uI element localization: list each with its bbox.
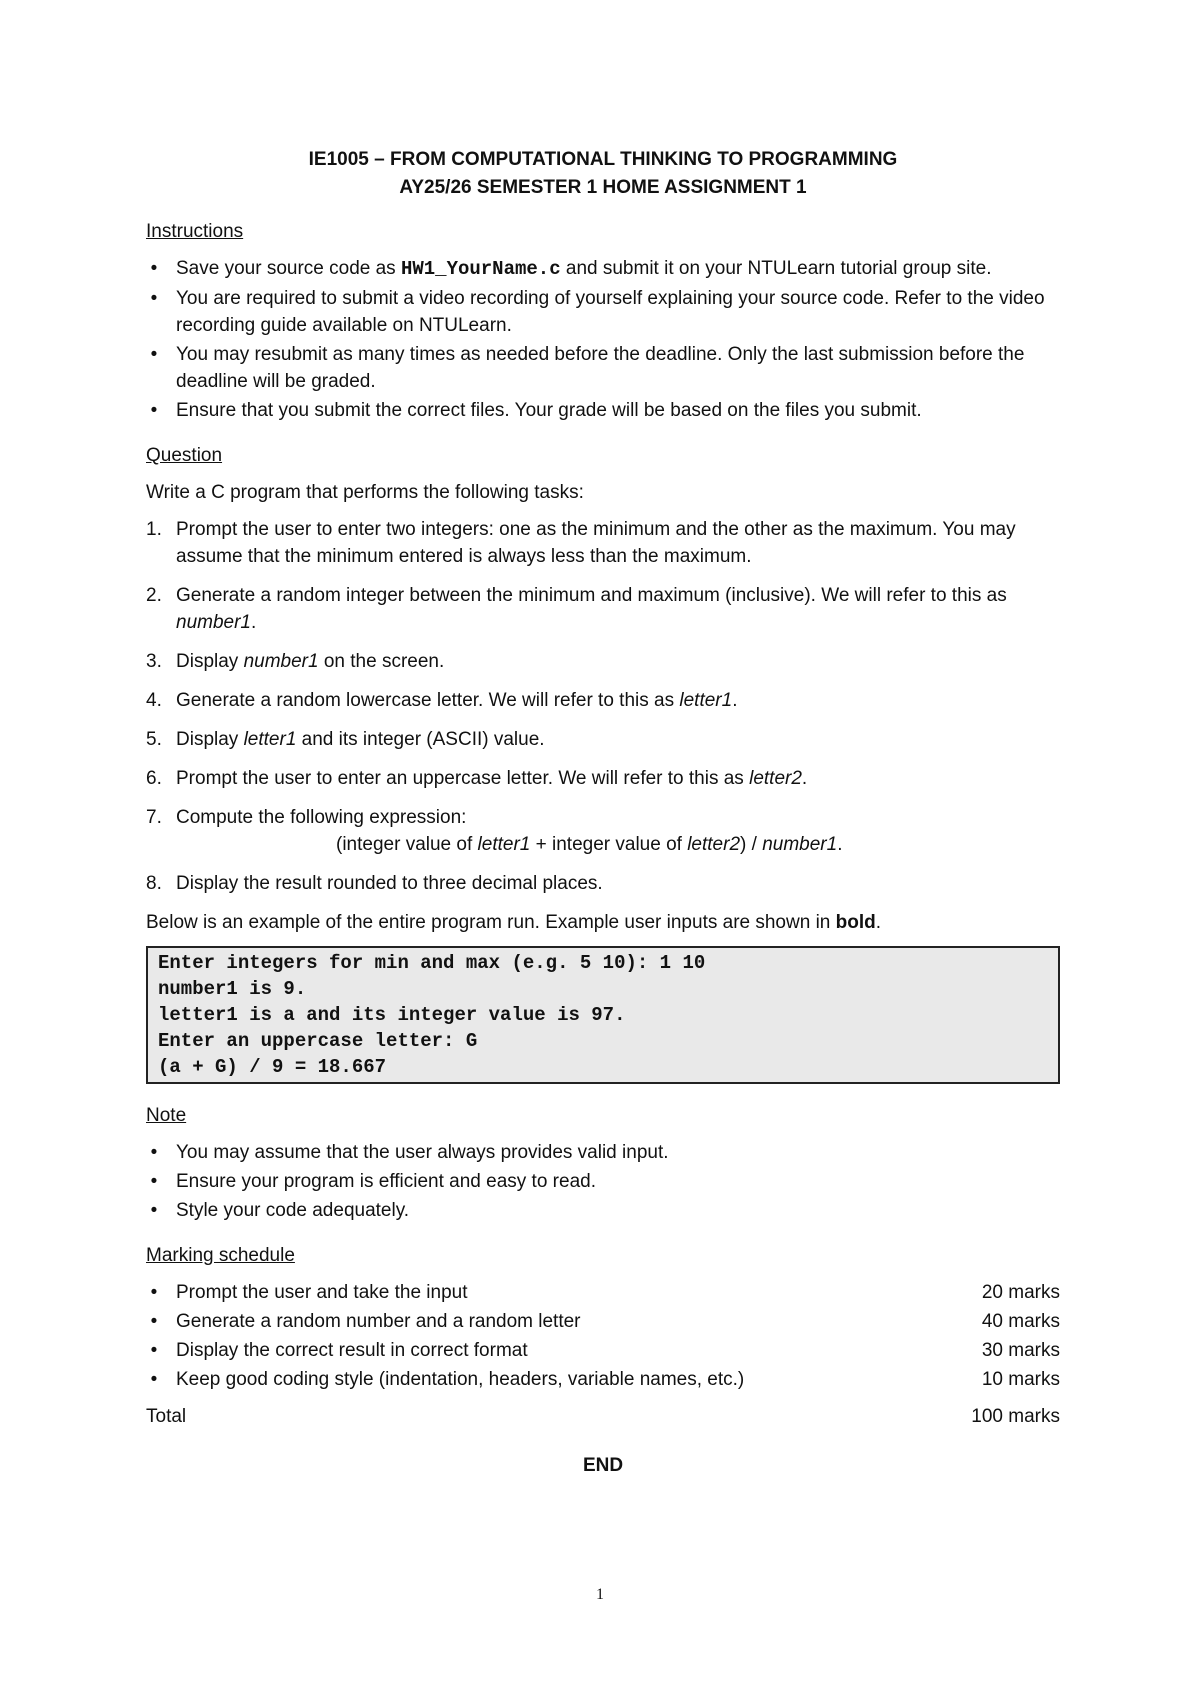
list-item: • Ensure that you submit the correct files. Your grade will be based on the files you submit.	[146, 397, 1060, 424]
list-item: • Keep good coding style (indentation, headers, variable names, etc.) 10 marks	[146, 1366, 1060, 1393]
bullet-icon: •	[150, 1311, 158, 1332]
list-item: • You may assume that the user always provides valid input.	[146, 1139, 1060, 1166]
list-item: 4. Generate a random lowercase letter. We will refer to this as letter1.	[146, 690, 738, 711]
list-item: • You are required to submit a video recording of yourself explaining your source code. Refer to the video recording guide available on NTULearn.	[146, 285, 1060, 339]
document-title: IE1005 – FROM COMPUTATIONAL THINKING TO PROGRAMMING	[308, 149, 898, 170]
list-item: • Display the correct result in correct format 30 marks	[146, 1337, 1060, 1364]
marking-total: Total 100 marks	[146, 1406, 1060, 1427]
list-item: • Generate a random number and a random letter 40 marks	[146, 1308, 1060, 1335]
list-item: 5. Display letter1 and its integer (ASCII) value.	[146, 729, 545, 750]
document-page	[146, 146, 1060, 1479]
filename-code: HW1_YourName.c	[400, 258, 561, 280]
page-number: 1	[596, 1586, 604, 1603]
bullet-icon: •	[150, 344, 158, 365]
bullet-icon: •	[150, 1282, 158, 1303]
code-line: Enter integers for min and max (e.g. 5 10): 1 10	[158, 952, 706, 974]
bullet-icon: •	[150, 400, 158, 421]
bullet-icon: •	[150, 288, 158, 309]
marking-list	[146, 1279, 1060, 1393]
bullet-icon: •	[150, 1340, 158, 1361]
task-steps	[146, 516, 1060, 897]
code-line: Enter an uppercase letter: G	[158, 1030, 478, 1052]
instructions-list	[146, 255, 1060, 424]
bullet-icon: •	[150, 1200, 158, 1221]
bullet-icon: •	[150, 1369, 158, 1390]
bullet-icon: •	[150, 258, 158, 279]
document-subtitle: AY25/26 SEMESTER 1 HOME ASSIGNMENT 1	[399, 177, 807, 198]
example-intro: Below is an example of the entire program run. Example user inputs are shown in bold.	[146, 912, 882, 933]
code-line: number1 is 9.	[158, 978, 307, 1000]
bullet-icon: •	[150, 1142, 158, 1163]
list-item: • Save your source code as HW1_YourName.c and submit it on your NTULearn tutorial group site.	[146, 255, 1060, 283]
end-label: END	[582, 1455, 624, 1476]
instructions-heading: Instructions	[146, 221, 244, 242]
note-list	[146, 1139, 1060, 1224]
list-item: 2. Generate a random integer between the minimum and maximum (inclusive). We will refer to this as number1.	[146, 585, 1007, 633]
list-item: 1. Prompt the user to enter two integers: one as the minimum and the other as the maximum. You may assume that the minimum entered is always less than the maximum.	[146, 519, 1016, 567]
bullet-icon: •	[150, 1171, 158, 1192]
code-line: letter1 is a and its integer value is 97.	[158, 1004, 626, 1026]
list-item: • Ensure your program is efficient and easy to read.	[146, 1168, 1060, 1195]
question-intro: Write a C program that performs the following tasks:	[146, 482, 584, 503]
question-heading: Question	[146, 445, 223, 466]
list-item: 6. Prompt the user to enter an uppercase letter. We will refer to this as letter2.	[146, 768, 808, 789]
list-item: • Style your code adequately.	[146, 1197, 1060, 1224]
expression: (integer value of letter1 + integer value of letter2) / number1.	[336, 834, 843, 855]
note-heading: Note	[146, 1105, 187, 1126]
list-item: • Prompt the user and take the input 20 marks	[146, 1279, 1060, 1306]
list-item: 7. Compute the following expression: (integer value of letter1 + integer value of letter2) / number1.	[146, 804, 1060, 858]
list-item: • You may resubmit as many times as needed before the deadline. Only the last submission before the deadline will be graded.	[146, 341, 1060, 395]
list-item: 8. Display the result rounded to three decimal places.	[146, 873, 603, 894]
code-line: (a + G) / 9 = 18.667	[158, 1056, 387, 1078]
list-item: 3. Display number1 on the screen.	[146, 651, 445, 672]
example-output-box	[146, 946, 1060, 1084]
marking-heading: Marking schedule	[146, 1245, 295, 1266]
